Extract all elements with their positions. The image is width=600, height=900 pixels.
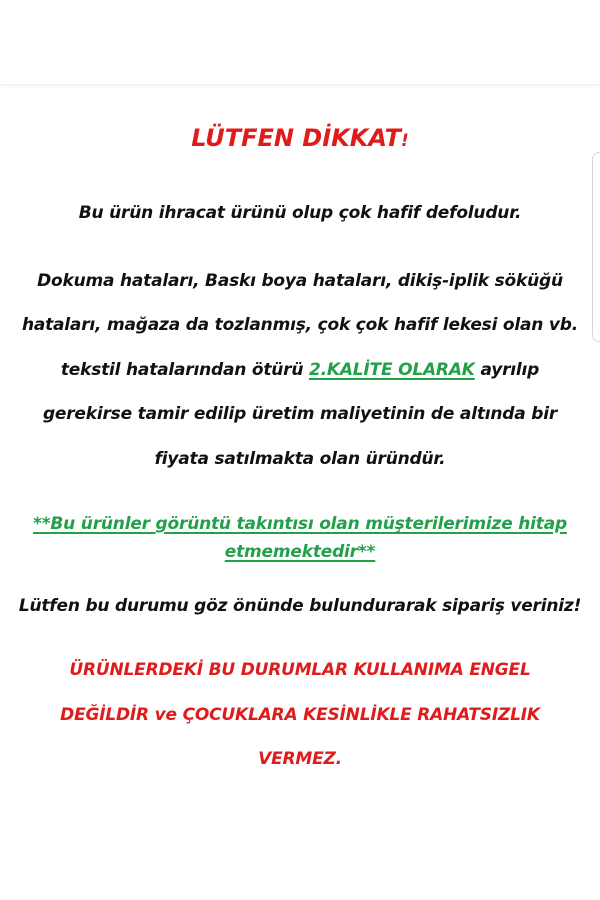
page-title: [0, 124, 600, 152]
notice-line-2: etmemektedir**: [224, 542, 376, 562]
notice-line-2-wrap: [0, 542, 600, 562]
quality-highlight: 2.KALİTE OLARAK: [308, 360, 475, 380]
paragraph-line-5: fiyata satılmakta olan üründür.: [154, 449, 446, 469]
paragraph-line-3-start: tekstil hatalarından ötürü: [60, 360, 309, 380]
notice-line-1: **Bu ürünler görüntü takıntısı olan müşterilerimize hitap: [33, 514, 567, 534]
scroll-indicator[interactable]: [592, 152, 600, 342]
warning-line-1: ÜRÜNLERDEKİ BU DURUMLAR KULLANIMA ENGEL: [69, 660, 531, 680]
paragraph-line-4: gerekirse tamir edilip üretim maliyetinin de altında bir: [42, 404, 558, 424]
warning-line-2: DEĞİLDİR ve ÇOCUKLARA KESİNLİKLE RAHATSIZLIK: [60, 705, 540, 725]
title-text: LÜTFEN DİKKAT: [191, 124, 401, 152]
top-bar: [0, 0, 600, 85]
order-request: Lütfen bu durumu göz önünde bulundurarak sipariş veriniz!: [18, 596, 582, 616]
paragraph-line-3-end: ayrılıp: [474, 360, 540, 380]
paragraph-line-3: [0, 360, 600, 380]
title-exclamation: !: [401, 131, 409, 151]
paragraph-line-2: hataları, mağaza da tozlanmış, çok çok hafif lekesi olan vb.: [21, 315, 579, 335]
warning-line-3: VERMEZ.: [258, 749, 342, 769]
paragraph-line-1: Dokuma hataları, Baskı boya hataları, dikiş-iplik söküğü: [37, 271, 563, 291]
intro-text: Bu ürün ihracat ürünü olup çok hafif defoludur.: [78, 203, 522, 223]
